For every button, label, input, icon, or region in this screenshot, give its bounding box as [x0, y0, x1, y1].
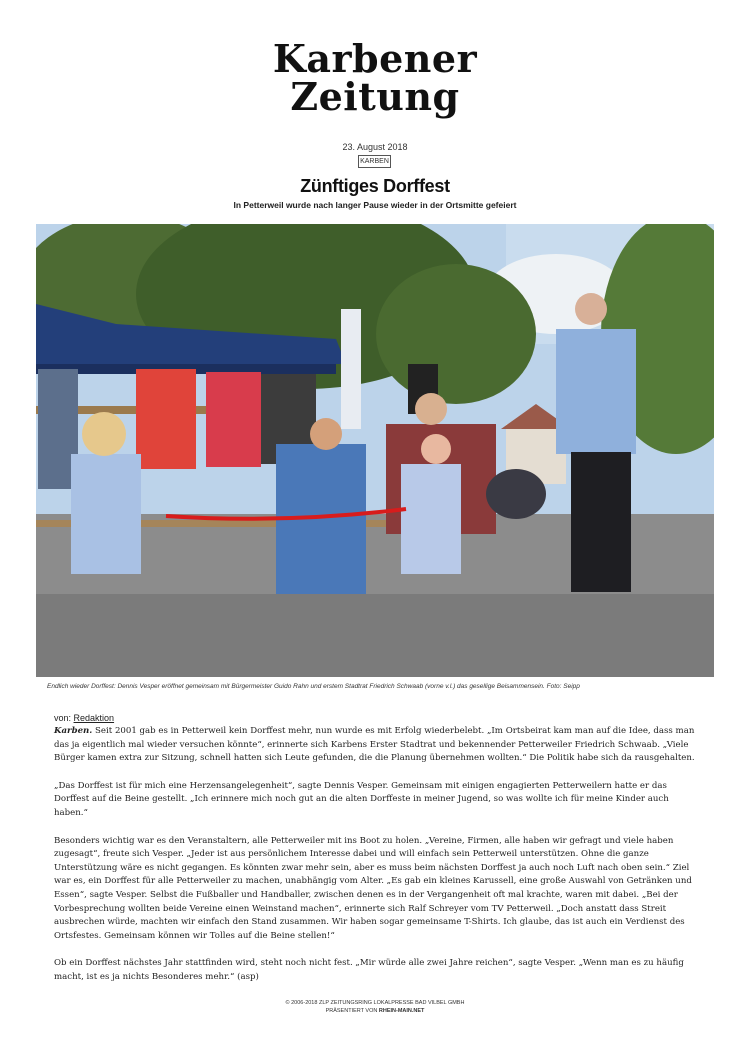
- paragraph-1-text: Seit 2001 gab es in Petterweil kein Dorffest mehr, nun wurde es mit Erfolg wiederbelebt. „Im Ortsbeirat kam man auf die Idee, dass man das ja eigentlich mal wieder versuchen könnte“, erinnerte sich Karbens Erster Stadtrat und bekennender Petterweiler Friedrich Schwaab. „Viele Bürger kamen extra zur Sitzung, schnell hatten sich Leute gefunden, die die Planung übernehmen wollten.“ Die Politik habe sich da rausgehalten.: [54, 726, 695, 764]
- footer-presented-by: [0, 1007, 750, 1015]
- masthead-line-2: Zeitung: [290, 74, 460, 119]
- newspaper-masthead: [0, 36, 750, 119]
- masthead-line-1: Karbener: [272, 36, 478, 81]
- paragraph-2: „Das Dorffest ist für mich eine Herzensangelegenheit“, sagte Dennis Vesper. Gemeinsam mit einigen engagierten Petterweilern hatte er das Dorffest auf die Beine gestellt. „Ich erinnere mich noch gut an die alten Dorffeste in meiner Jugend, so was wollte ich für meine Kinder auch haben.“: [54, 780, 669, 818]
- byline-prefix: von:: [54, 713, 72, 723]
- paragraph-4: Ob ein Dorffest nächstes Jahr stattfinden wird, steht noch nicht fest. „Mir würde alle zwei Jahre reichen“, sagte Vesper. „Wenn man es zu häufig macht, ist es ja nichts Besonderes mehr.“ (asp): [54, 958, 684, 982]
- article-photo: [36, 224, 714, 677]
- category-tag[interactable]: KARBEN: [358, 155, 391, 168]
- footer-presented-prefix: PRÄSENTIERT VON: [325, 1008, 378, 1014]
- paragraph-1: [54, 725, 699, 766]
- paragraph-3: Besonders wichtig war es den Veranstaltern, alle Petterweiler mit ins Boot zu holen. „Vereine, Firmen, alle haben wir gefragt und viele haben zugesagt“, freute sich Vesper. „Jeder ist aus persönlichem Interesse dabei und will einfach sein Petterweil unterstützen. Ohne die ganze Unterstützung wäre es nicht gegangen. Es könnten zwar mehr sein, aber es muss beim nächsten Dorffest ja auch noch Luft nach oben sein.“ Ziel war es, ein Dorffest für alle Petterweiler zu machen, unabhängig vom Alter. „Es gab ein kleines Karussell, eine große Auswahl von Getränken und Essen“, sagte Vesper. Selbst die Fußballer und Handballer, zwischen denen es in der Vergangenheit oft mal krachte, waren mit dabei. „Bei der Vorbesprechung wollten beide Vereine einen Weinstand machen“, erinnerte sich Ralf Schreyer vom TV Petterweil. „Doch anstatt dass Streit ausbrechen würde, machten wir einfach den Stand zusammen. Wir haben sogar gemeinsame T-Shirts. Ich glaube, das ist auch ein Verdienst des Ortsfestes. Gemeinsam können wir Tolles auf die Beine stellen!“: [54, 835, 692, 941]
- page-footer: [0, 999, 750, 1015]
- article-subheadline: In Petterweil wurde nach langer Pause wieder in der Ortsmitte gefeiert: [233, 200, 517, 210]
- article-body: [54, 725, 699, 999]
- byline-author-link[interactable]: Redaktion: [73, 713, 115, 723]
- article-headline: Zünftiges Dorffest: [300, 176, 450, 196]
- article-date: 23. August 2018: [342, 142, 408, 152]
- byline: [54, 713, 114, 723]
- footer-brand-link[interactable]: RHEIN-MAIN.NET: [378, 1008, 425, 1014]
- dateline: Karben.: [54, 726, 93, 736]
- footer-copyright: © 2006-2018 ZLP ZEITUNGSRING LOKALPRESSE BAD VILBEL GMBH: [285, 1000, 465, 1006]
- photo-caption: Endlich wieder Dorffest: Dennis Vesper eröffnet gemeinsam mit Bürgermeister Guido Rahn und erstem Stadtrat Friedrich Schwaab (vorne v.l.) das gesellige Beisammensein. Foto: Seipp: [47, 683, 580, 690]
